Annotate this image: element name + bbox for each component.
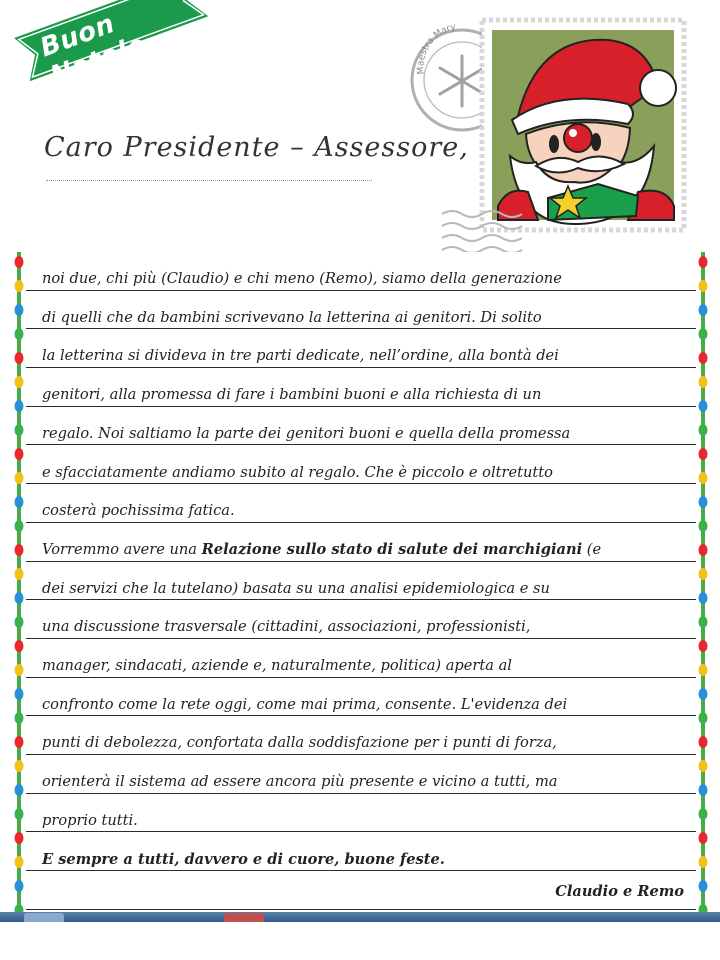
letter-text: confronto come la rete oggi, come mai prima, consente. L'evidenza dei: [42, 695, 568, 713]
light-bulb: [15, 376, 24, 388]
light-bulb: [15, 784, 24, 796]
letter-text: regalo. Noi saltiamo la parte dei genitori buoni e quella della promessa: [42, 424, 571, 442]
light-bulb: [15, 664, 24, 676]
letter-text: Relazione sullo stato di salute dei marchigiani: [201, 540, 583, 558]
light-bulb: [15, 640, 24, 652]
light-bulb: [699, 328, 708, 340]
buon-natale-banner: [14, 0, 191, 92]
banner-text: Buon Natale: [36, 8, 150, 92]
light-bulb: [699, 736, 708, 748]
light-bulb: [699, 904, 708, 912]
taskbar: [0, 912, 720, 922]
light-bulb: [15, 400, 24, 412]
letter-text: di quelli che da bambini scrivevano la letterina ai genitori. Di solito: [42, 308, 542, 326]
santa-stamp-icon: [478, 16, 688, 234]
light-bulb: [699, 688, 708, 700]
taskbar-button[interactable]: [224, 913, 264, 922]
letter-text: (e: [582, 540, 602, 558]
light-bulb: [15, 352, 24, 364]
letter-text: e sfacciatamente andiamo subito al regalo. Che è piccolo e oltretutto: [42, 463, 553, 481]
letter-line: [26, 484, 696, 523]
letter-line: [26, 833, 696, 872]
greeting-underline: [46, 180, 372, 181]
letter-line: [26, 716, 696, 755]
letter-line: [26, 562, 696, 601]
light-bulb: [699, 352, 708, 364]
letter-text: una discussione trasversale (cittadini, associazioni, professionisti,: [42, 618, 531, 636]
light-bulb: [15, 280, 24, 292]
letter-body: [26, 252, 696, 912]
light-bulb: [15, 592, 24, 604]
letter-text: noi due, chi più (Claudio) e chi meno (Remo), siamo della generazione: [42, 270, 562, 287]
light-bulb: [699, 256, 708, 268]
light-bulb: [15, 616, 24, 628]
light-bulb: [15, 568, 24, 580]
letter-line: [26, 329, 696, 368]
light-bulb: [15, 880, 24, 892]
letter-text: manager, sindacati, aziende e, naturalmente, politica) aperta al: [42, 657, 512, 674]
light-bulb: [15, 736, 24, 748]
letter-line: [26, 523, 696, 562]
letter-line: [26, 407, 696, 446]
letter-line: [26, 794, 696, 833]
light-bulb: [699, 592, 708, 604]
letter-text: proprio tutti.: [42, 811, 138, 829]
light-bulb: [15, 472, 24, 484]
letter-text: genitori, alla promessa di fare i bambini buoni e alla richiesta di un: [42, 386, 542, 404]
taskbar-button[interactable]: [24, 913, 64, 922]
letter-line: [26, 252, 696, 291]
light-bulb: [15, 760, 24, 772]
light-bulb: [15, 448, 24, 460]
light-bulb: [15, 832, 24, 844]
light-bulb: [699, 448, 708, 460]
letter-text: orienterà il sistema ad essere ancora più presente e vicino a tutti, ma: [42, 773, 558, 791]
light-bulb: [15, 808, 24, 820]
light-bulb: [15, 304, 24, 316]
letter-text: Vorremmo avere una: [42, 540, 202, 558]
letter-line: [26, 639, 696, 678]
light-bulb: [699, 760, 708, 772]
svg-text:Maestra Mary: [416, 22, 457, 74]
letter-line: [26, 600, 696, 639]
light-bulb: [699, 808, 708, 820]
letter-text: costerà pochissima fatica.: [42, 502, 235, 520]
light-bulb: [699, 376, 708, 388]
light-bulb: [699, 784, 708, 796]
left-lights-border: [14, 252, 24, 912]
light-bulb: [15, 856, 24, 868]
light-bulb: [15, 496, 24, 508]
light-bulb: [15, 256, 24, 268]
light-bulb: [699, 496, 708, 508]
light-bulb: [699, 280, 708, 292]
letter-line: [26, 368, 696, 407]
light-bulb: [15, 688, 24, 700]
light-bulb: [699, 544, 708, 556]
right-lights-border: [698, 252, 708, 912]
light-bulb: [699, 832, 708, 844]
light-bulb: [15, 520, 24, 532]
light-bulb: [699, 400, 708, 412]
signature: Claudio e Remo: [555, 883, 684, 900]
greeting-heading: Caro Presidente – Assessore,: [44, 132, 469, 163]
letter-line: [26, 446, 696, 485]
light-bulb: [699, 424, 708, 436]
letter-line: [26, 678, 696, 717]
letter-text: la letterina si divideva in tre parti dedicate, nell’ordine, alla bontà dei: [42, 347, 559, 365]
light-bulb: [699, 568, 708, 580]
light-bulb: [699, 856, 708, 868]
letter-text: dei servizi che la tutelano) basata su una analisi epidemiologica e su: [42, 579, 550, 597]
letter-sheet: [14, 252, 708, 912]
postmark-text: Maestra Mary: [416, 22, 457, 75]
light-bulb: [15, 712, 24, 724]
light-bulb: [699, 640, 708, 652]
letter-line: [26, 755, 696, 794]
light-bulb: [15, 424, 24, 436]
light-bulb: [15, 904, 24, 912]
light-bulb: [699, 520, 708, 532]
light-bulb: [699, 616, 708, 628]
light-bulb: [699, 712, 708, 724]
light-bulb: [699, 472, 708, 484]
light-bulb: [15, 544, 24, 556]
light-bulb: [699, 304, 708, 316]
letter-text: punti di debolezza, confortata dalla soddisfazione per i punti di forza,: [42, 734, 557, 752]
light-bulb: [699, 664, 708, 676]
letter-text: E sempre a tutti, davvero e di cuore, buone feste.: [42, 850, 445, 868]
light-bulb: [15, 328, 24, 340]
letter-line: [26, 291, 696, 330]
light-bulb: [699, 880, 708, 892]
